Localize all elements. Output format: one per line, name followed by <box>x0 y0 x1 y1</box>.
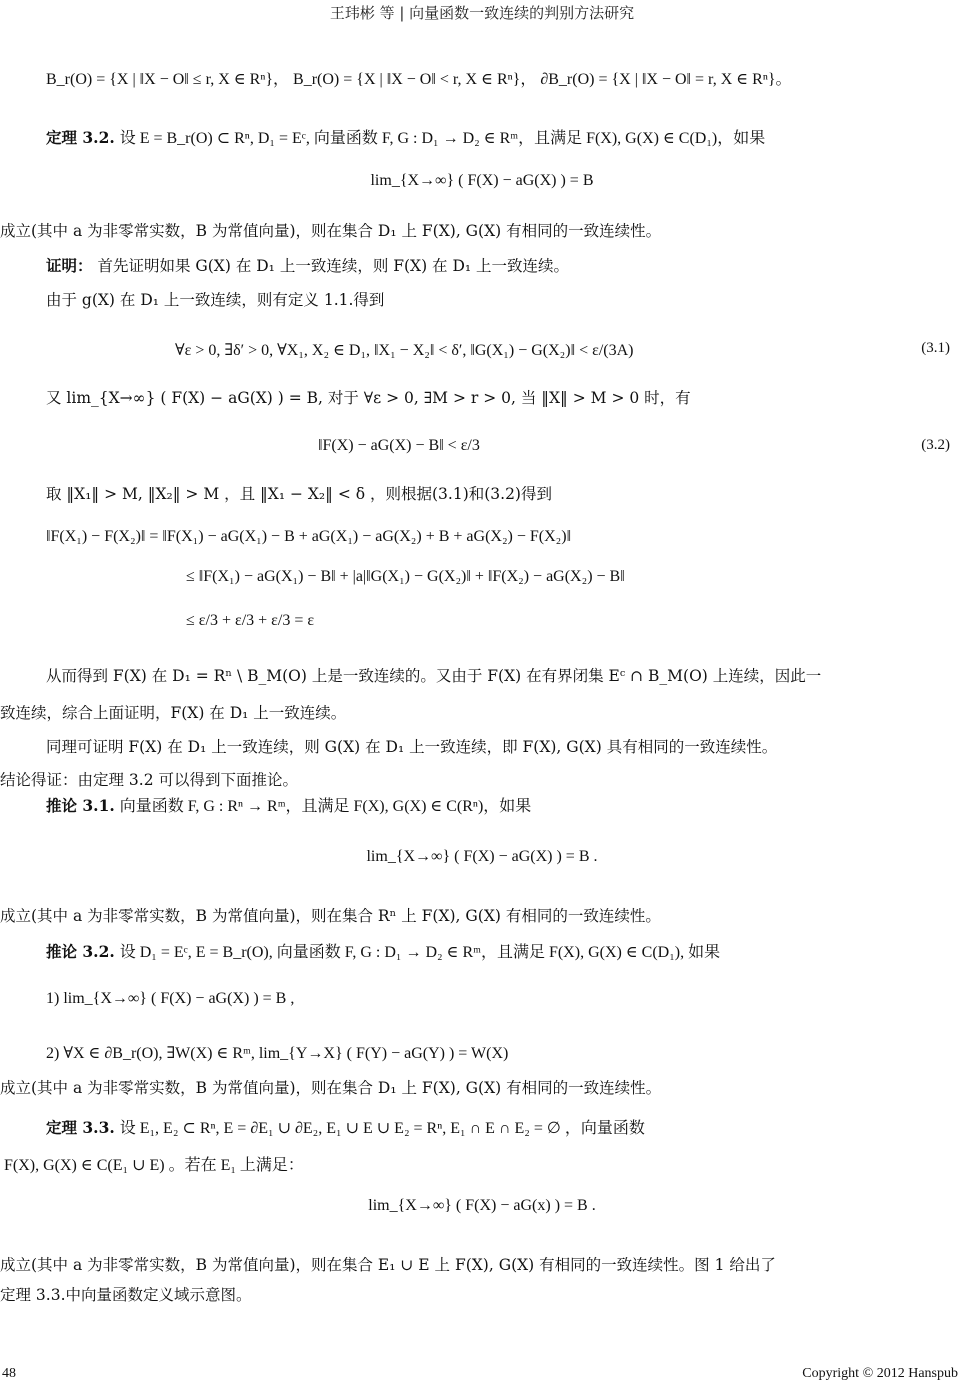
theorem-3-2-statement: 定理 3.2. 设 E = B_r(O) ⊂ Rⁿ, D₁ = Eᶜ, 向量函数 F, G : D₁ → D₂ ∈ Rᵐ，且满足 F(X), G(X) ∈ C(D₁)，如果 <box>46 128 766 147</box>
paragraph: 成立(其中 a 为非零常实数，B 为常值向量)，则在集合 D₁ 上 F(X), G(X) 有相同的一致连续性。 <box>0 1079 662 1097</box>
display-limit: lim_{X→∞} ( F(X) − aG(X) ) = B . <box>366 848 598 865</box>
proof-start: 证明： 首先证明如果 G(X) 在 D₁ 上一致连续，则 F(X) 在 D₁ 上一致连续。 <box>46 256 570 275</box>
theorem-3-3-statement: 定理 3.3. 设 E₁, E₂ ⊂ Rⁿ, E = ∂E₁ ∪ ∂E₂, E₁ ∪ E ∪ E₂ = Rⁿ, E₁ ∩ E ∩ E₂ = ∅ ，向量函数 <box>46 1118 645 1137</box>
proof-label: 证明： <box>46 256 93 275</box>
inequality-line: ‖F(X₁) − F(X₂)‖ = ‖F(X₁) − aG(X₁) − B + aG(X₁) − aG(X₂) + B + aG(X₂) − F(X₂)‖ <box>46 528 572 545</box>
corollary-label: 推论 3.1. <box>46 796 115 815</box>
paragraph: 结论得证：由定理 3.2 可以得到下面推论。 <box>0 771 299 789</box>
definition-balls: B_r(O) = {X | ‖X − O‖ ≤ r, X ∈ Rⁿ}， B_r(O) = {X | ‖X − O‖ < r, X ∈ Rⁿ}， ∂B_r(O) = {X | ‖X − O‖ = r, X ∈ Rⁿ}。 <box>46 71 792 88</box>
display-limit: lim_{X→∞} ( F(X) − aG(X) ) = B <box>370 172 594 189</box>
paragraph: 又 lim_{X→∞} ( F(X) − aG(X) ) = B, 对于 ∀ε > 0, ∃M > r > 0, 当 ‖X‖ > M > 0 时，有 <box>46 389 691 407</box>
condition-2: 2) ∀X ∈ ∂B_r(O), ∃W(X) ∈ Rᵐ, lim_{Y→X} ( F(Y) − aG(Y) ) = W(X) <box>46 1045 509 1062</box>
paragraph: 致连续，综合上面证明，F(X) 在 D₁ 上一致连续。 <box>0 704 347 722</box>
equation-3-1: ∀ε > 0, ∃δ′ > 0, ∀X₁, X₂ ∈ D₁, ‖X₁ − X₂‖ < δ′, ‖G(X₁) − G(X₂)‖ < ε/(3A) <box>175 342 634 359</box>
inequality-line: ≤ ‖F(X₁) − aG(X₁) − B‖ + |a|‖G(X₁) − G(X₂)‖ + ‖F(X₂) − aG(X₂) − B‖ <box>186 568 625 585</box>
running-header: 王玮彬 等 | 向量函数一致连续的判别方法研究 <box>329 4 635 22</box>
paragraph: 由于 g(X) 在 D₁ 上一致连续，则有定义 1.1.得到 <box>46 291 385 309</box>
equation-number: (3.2) <box>921 437 950 453</box>
corollary-3-1-statement: 推论 3.1. 向量函数 F, G : Rⁿ → Rᵐ，且满足 F(X), G(X) ∈ C(Rⁿ)，如果 <box>46 796 532 815</box>
paragraph: 成立(其中 a 为非零常实数，B 为常值向量)，则在集合 Rⁿ 上 F(X), G(X) 有相同的一致连续性。 <box>0 907 661 925</box>
display-limit: lim_{X→∞} ( F(X) − aG(x) ) = B . <box>368 1197 596 1214</box>
paragraph: 取 ‖X₁‖ > M, ‖X₂‖ > M ，且 ‖X₁ − X₂‖ < δ ，则根据(3.1)和(3.2)得到 <box>46 485 552 503</box>
copyright-notice: Copyright © 2012 Hanspub <box>802 1366 958 1381</box>
condition-1: 1) lim_{X→∞} ( F(X) − aG(X) ) = B , <box>46 990 295 1007</box>
corollary-label: 推论 3.2. <box>46 942 115 961</box>
paragraph: 成立(其中 a 为非零常实数，B 为常值向量)，则在集合 E₁ ∪ E 上 F(X), G(X) 有相同的一致连续性。图 1 给出了 <box>0 1256 776 1274</box>
paragraph: 同理可证明 F(X) 在 D₁ 上一致连续，则 G(X) 在 D₁ 上一致连续，即 F(X), G(X) 具有相同的一致连续性。 <box>46 738 778 756</box>
equation-number: (3.1) <box>921 340 950 356</box>
page-number: 48 <box>2 1366 16 1381</box>
paragraph: 成立(其中 a 为非零常实数，B 为常值向量)，则在集合 D₁ 上 F(X), G(X) 有相同的一致连续性。 <box>0 222 662 240</box>
inequality-line: ≤ ε/3 + ε/3 + ε/3 = ε <box>186 612 315 629</box>
equation-3-2: ‖F(X) − aG(X) − B‖ < ε/3 <box>318 437 480 454</box>
corollary-3-2-statement: 推论 3.2. 设 D₁ = Eᶜ, E = B_r(O), 向量函数 F, G : D₁ → D₂ ∈ Rᵐ，且满足 F(X), G(X) ∈ C(D₁), 如果 <box>46 942 721 961</box>
paragraph: 定理 3.3.中向量函数定义域示意图。 <box>0 1286 252 1304</box>
theorem-label: 定理 3.2. <box>46 128 115 147</box>
theorem-label: 定理 3.3. <box>46 1118 115 1137</box>
paragraph: 从而得到 F(X) 在 D₁ = Rⁿ \ B_M(O) 上是一致连续的。又由于 F(X) 在有界闭集 Eᶜ ∩ B_M(O) 上连续，因此一 <box>46 667 822 685</box>
theorem-3-3-continuation: F(X), G(X) ∈ C(E₁ ∪ E) 。若在 E₁ 上满足： <box>4 1157 304 1174</box>
